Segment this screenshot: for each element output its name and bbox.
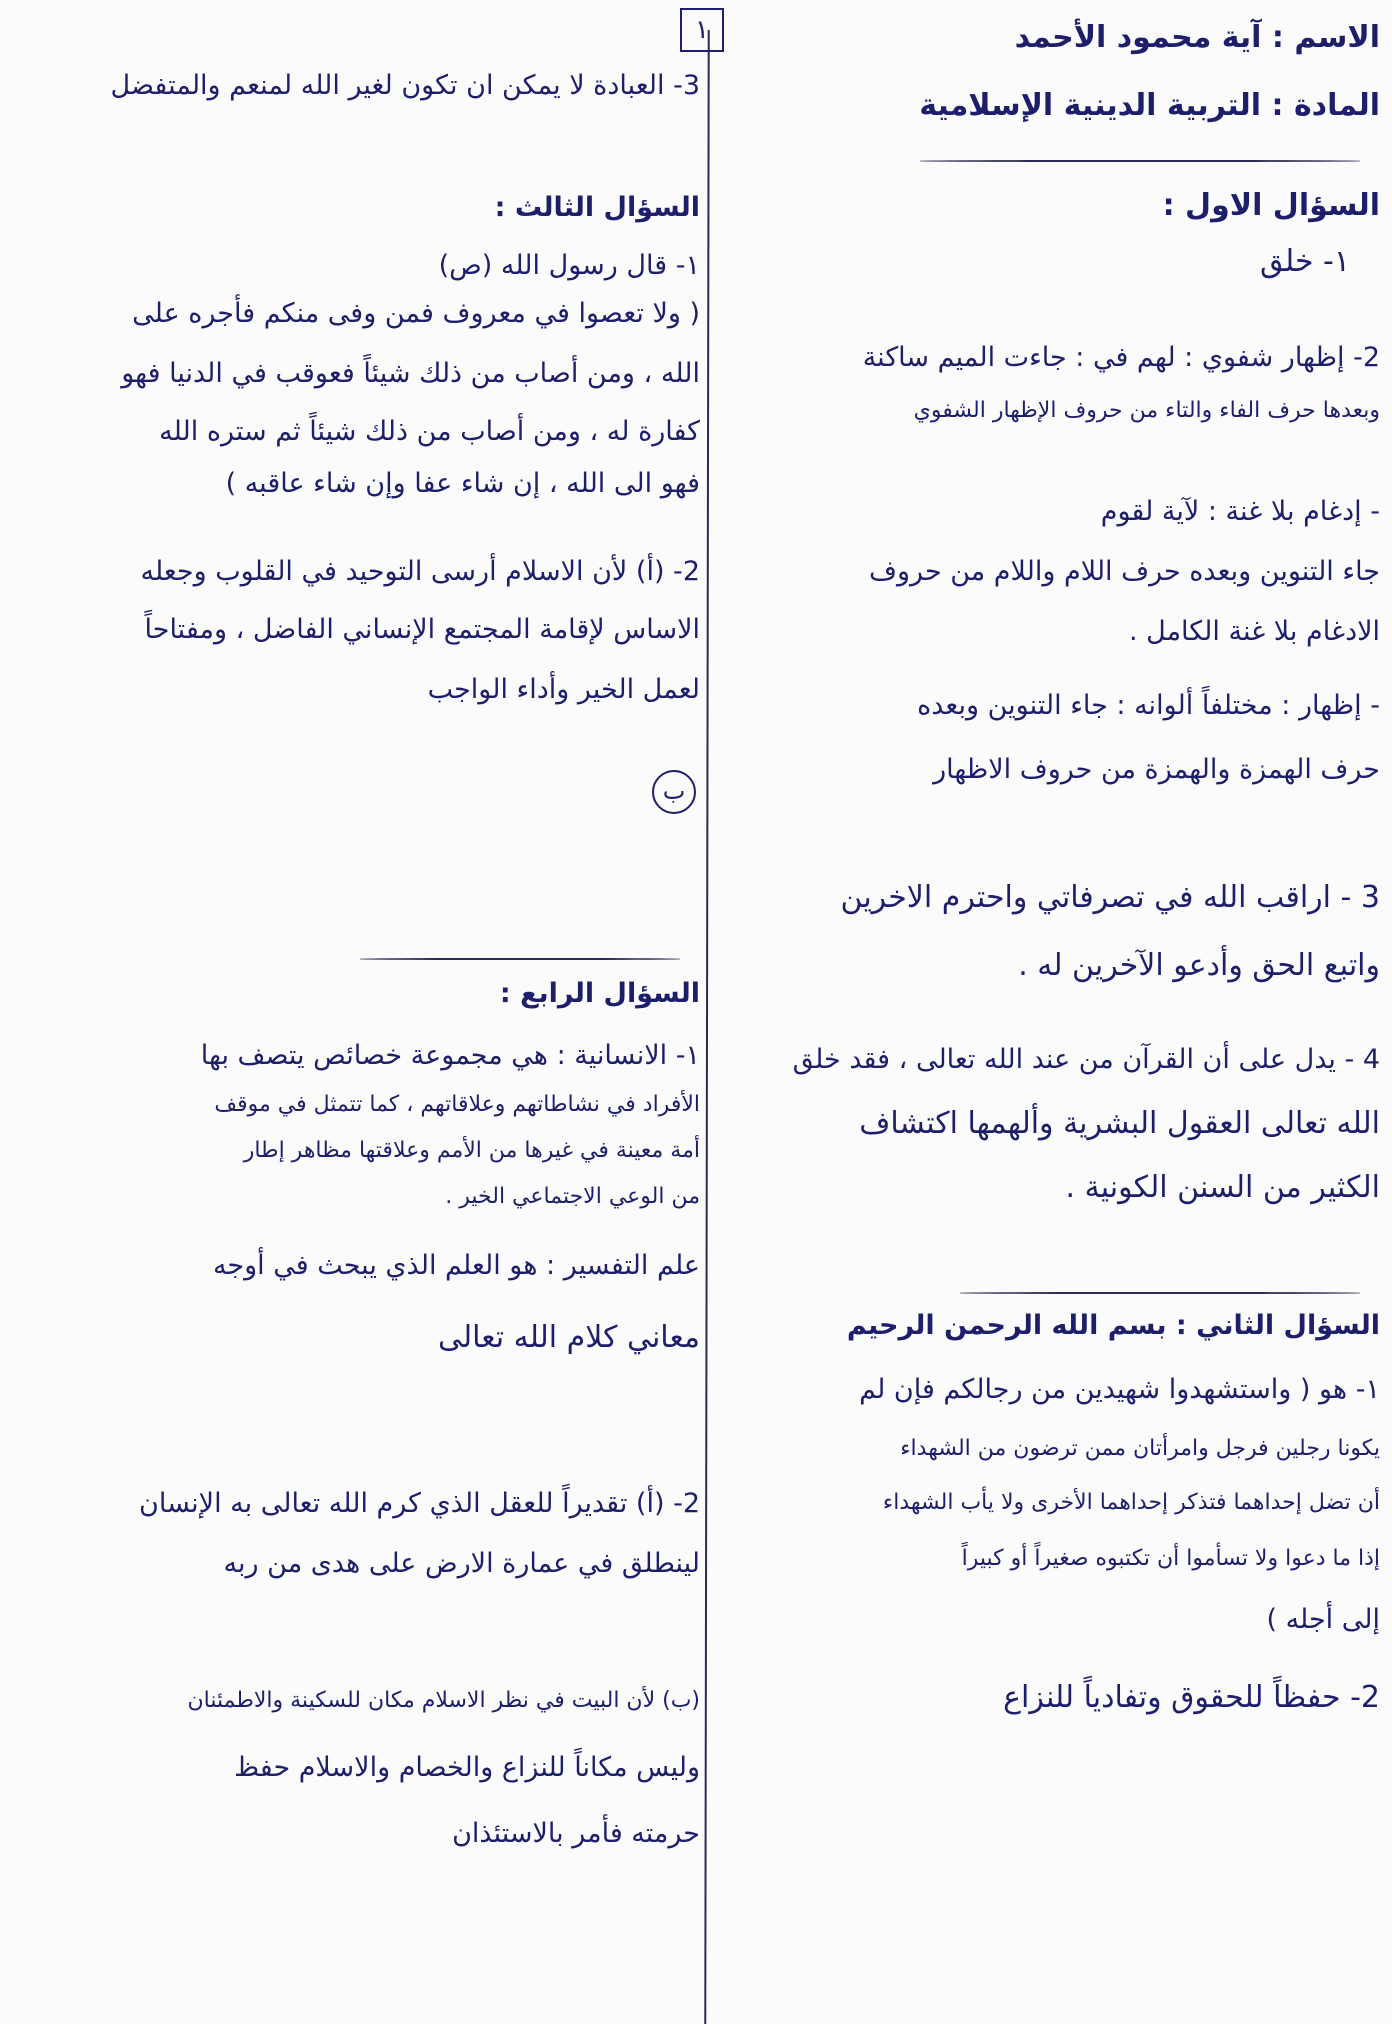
q4-answer-1-line-3: أمة معينة في غيرها من الأمم وعلاقتها مظاهر إطار [243,1138,700,1163]
q1-answer-4-line-2: الله تعالى العقول البشرية وألهمها اكتشاف [859,1106,1380,1141]
header-underline [920,160,1360,162]
q4-answer-2-line-5: حرمته فأمر بالاستئذان [452,1818,700,1849]
q1-answer-4-line-1: 4 - يدل على أن القرآن من عند الله تعالى ، فقد خلق [792,1044,1380,1075]
q2-answer-2: 2- حفظاً للحقوق وتفادياً للنزاع [1003,1680,1380,1715]
q4-answer-2-line-1: 2- (أ) تقديراً للعقل الذي كرم الله تعالى به الإنسان [139,1488,700,1519]
q3-title: السؤال الثالث : [494,192,700,223]
q4-answer-1-line-6: معاني كلام الله تعالى [437,1320,700,1355]
q1-answer-3-line-1: 3 - اراقب الله في تصرفاتي واحترم الاخرين [840,880,1380,915]
q1-answer-2-line-4: جاء التنوين وبعده حرف اللام واللام من حروف [869,556,1380,587]
q4-separator [360,958,680,960]
student-name: الاسم : آية محمود الأحمد [1014,20,1380,55]
q1-answer-1: ١- خلق [1260,244,1350,279]
q1-answer-2-line-5: الادغام بلا غنة الكامل . [1128,616,1380,647]
q2-answer-1-line-4: إذا ما دعوا ولا تسأموا أن تكتبوه صغيراً أو كبيراً [961,1546,1380,1571]
q3-answer-2-line-2: الاساس لإقامة المجتمع الإنساني الفاضل ، ومفتاحاً [144,614,700,645]
q3-answer-2-line-3: لعمل الخير وأداء الواجب [427,674,700,705]
q4-answer-1-line-2: الأفراد في نشاطاتهم وعلاقاتهم ، كما تتمثل في موقف [214,1092,700,1117]
subject-title: المادة : التربية الدينية الإسلامية [919,88,1380,123]
q2-answer-1-line-1: ١- هو ( واستشهدوا شهيدين من رجالكم فإن لم [859,1374,1380,1405]
q3-answer-2-line-1: 2- (أ) لأن الاسلام أرسى التوحيد في القلوب وجعله [140,556,700,587]
column-divider [704,30,709,2024]
q1-answer-4-line-3: الكثير من السنن الكونية . [1065,1170,1380,1205]
q1-answer-2-line-1: 2- إظهار شفوي : لهم في : جاءت الميم ساكنة [862,342,1380,373]
q1-title: السؤال الاول : [1162,188,1380,223]
q2-answer-1-line-5: إلى أجله ) [1266,1604,1380,1635]
q4-answer-2-line-3: (ب) لأن البيت في نظر الاسلام مكان للسكينة والاطمئنان [187,1688,700,1713]
q4-title: السؤال الرابع : [499,978,700,1009]
q4-answer-2-line-2: لينطلق في عمارة الارض على هدى من ربه [223,1548,700,1579]
q4-answer-1-line-4: من الوعي الاجتماعي الخير . [445,1184,700,1209]
q3-answer-1-line-3: الله ، ومن أصاب من ذلك شيئاً فعوقب في الدنيا فهو [121,358,700,389]
q3-answer-1-line-5: فهو الى الله ، إن شاء عفا وإن شاء عاقبه ) [225,468,700,499]
q1-answer-2-line-3: - إدغام بلا غنة : لآية لقوم [1100,496,1380,527]
q2-answer-1-line-3: أن تضل إحداهما فتذكر إحداهما الأخرى ولا يأب الشهداء [882,1490,1380,1515]
part-b-circle-mark: ب [652,770,696,814]
q4-answer-2-line-4: وليس مكاناً للنزاع والخصام والاسلام حفظ [234,1752,700,1783]
q3-answer-1-line-1: ١- قال رسول الله (ص) [438,250,700,281]
q1-answer-3-continued: 3- العبادة لا يمكن ان تكون لغير الله لمنعم والمتفضل [110,70,700,101]
q1-answer-2-line-2: وبعدها حرف الفاء والتاء من حروف الإظهار الشفوي [913,398,1380,423]
page-number-box: ١ [680,8,724,52]
q1-answer-2-line-6: - إظهار : مختلفاً ألوانه : جاء التنوين وبعده [917,690,1380,721]
q1-answer-2-line-7: حرف الهمزة والهمزة من حروف الاظهار [933,754,1380,785]
q2-title: السؤال الثاني : بسم الله الرحمن الرحيم [846,1310,1380,1341]
q3-answer-1-line-4: كفارة له ، ومن أصاب من ذلك شيئاً ثم ستره الله [159,416,700,447]
q1-answer-3-line-2: واتبع الحق وأدعو الآخرين له . [1018,948,1380,983]
q3-answer-1-line-2: ( ولا تعصوا في معروف فمن وفى منكم فأجره على [132,298,700,329]
q2-answer-1-line-2: يكونا رجلين فرجل وامرأتان ممن ترضون من الشهداء [900,1436,1380,1461]
q2-separator [960,1292,1360,1294]
q4-answer-1-line-1: ١- الانسانية : هي مجموعة خصائص يتصف بها [200,1040,700,1071]
q4-answer-1-line-5: علم التفسير : هو العلم الذي يبحث في أوجه [212,1250,700,1281]
